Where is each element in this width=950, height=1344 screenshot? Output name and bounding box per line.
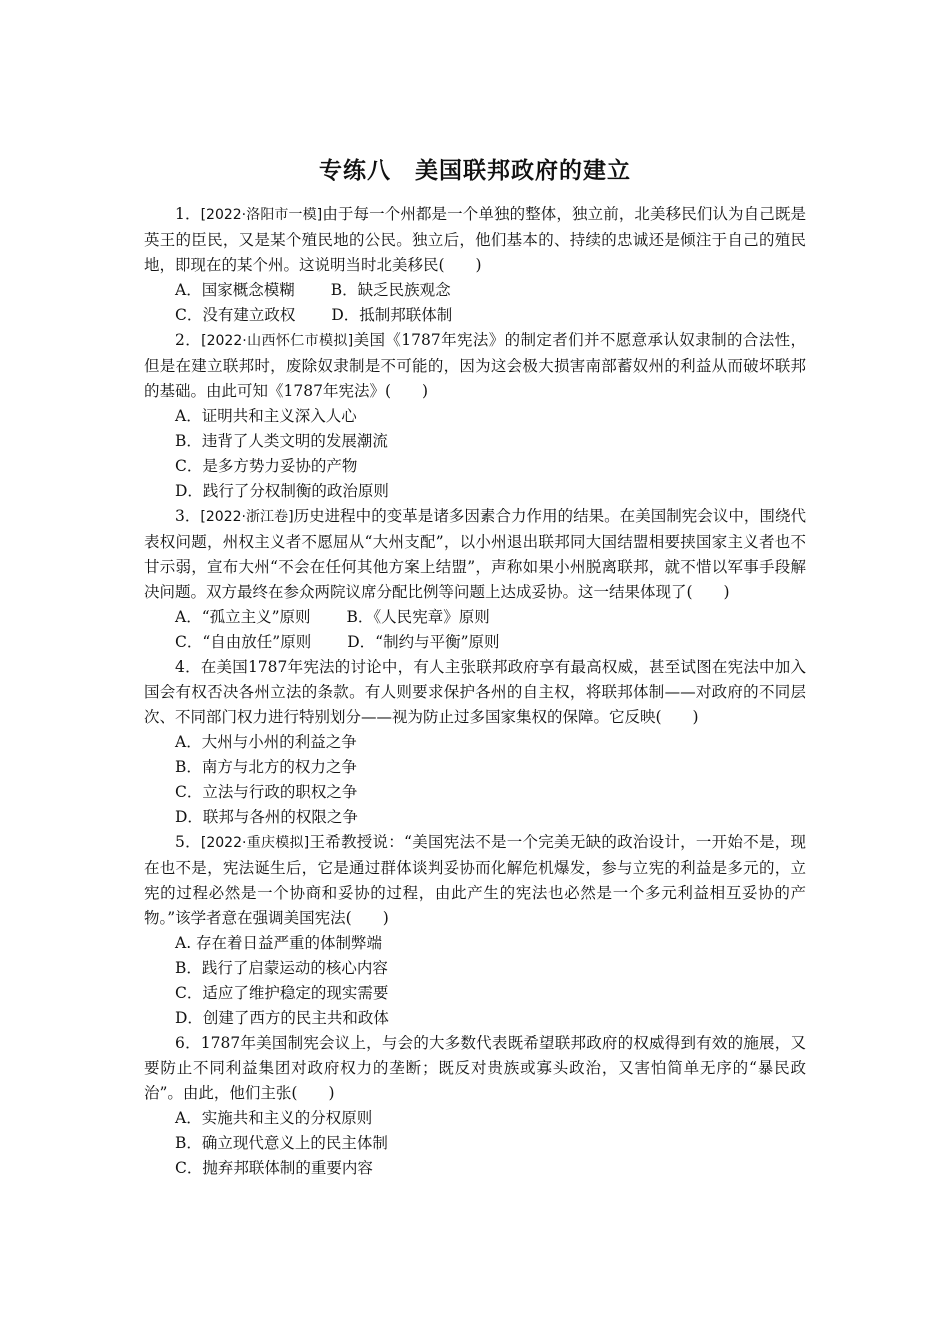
option-c[interactable]: C．抛弃邦联体制的重要内容 <box>175 1159 373 1177</box>
question-text: 在美国1787年宪法的讨论中，有人主张联邦政府享有最高权威，甚至试图在宪法中加入国会有权否决各州立法的条款。有人则要求保护各州的自主权，将联邦体制——对政府的不同层次、不同部门权力进行特别划分——视为防止过多国家集权的保障。它反映( ) <box>144 658 806 726</box>
option-d[interactable]: D．“制约与平衡”原则 <box>347 633 500 651</box>
option-b[interactable]: B．确立现代意义上的民主体制 <box>175 1134 388 1152</box>
question-number: 5． <box>175 833 201 851</box>
question-stem <box>144 830 806 931</box>
question-source: [2022·浙江卷] <box>200 509 294 525</box>
option-row <box>144 303 806 328</box>
option-row <box>144 605 806 630</box>
question-number: 2． <box>175 331 202 349</box>
option-d[interactable]: D．抵制邦联体制 <box>331 306 453 324</box>
option-b[interactable]: B．《人民宪章》原则 <box>346 608 490 626</box>
option-a[interactable]: A．实施共和主义的分权原则 <box>175 1109 373 1127</box>
question-stem <box>144 504 806 605</box>
option-b[interactable]: B．践行了启蒙运动的核心内容 <box>175 959 388 977</box>
option-d[interactable]: D．联邦与各州的权限之争 <box>175 808 358 826</box>
question-text: 1787年美国制宪会议上，与会的大多数代表既希望联邦政府的权威得到有效的施展，又要防止不同利益集团对政府权力的垄断；既反对贵族或寡头政治，又害怕简单无序的“暴民政治”。由此，他们主张( ) <box>144 1034 806 1102</box>
option-b[interactable]: B．南方与北方的权力之争 <box>175 758 357 776</box>
question-2 <box>144 328 806 504</box>
question-text: 历史进程中的变革是诸多因素合力作用的结果。在美国制宪会议中，围绕代表权问题，州权主义者不愿屈从“大州支配”，以小州退出联邦同大国结盟相要挟国家主义者也不甘示弱，宣布大州“不会在任何其他方案上结盟”，声称如果小州脱离联邦，就不惜以军事手段解决问题。双方最终在参众两院议席分配比例等问题上达成妥协。这一结果体现了( ) <box>144 507 806 601</box>
question-source: [2022·山西怀仁市模拟] <box>201 333 354 349</box>
option-a[interactable]: A．大州与小州的利益之争 <box>175 733 357 751</box>
option-c[interactable]: C．适应了维护稳定的现实需要 <box>175 984 389 1002</box>
question-text: 美国《1787年宪法》的制定者们并不愿意承认奴隶制的合法性，但是在建立联邦时，废除奴隶制是不可能的，因为这会极大损害南部蓄奴州的利益从而破坏联邦的基础。由此可知《1787年宪法》( ) <box>144 331 806 400</box>
question-number: 1． <box>175 205 201 223</box>
question-1 <box>144 202 806 328</box>
question-stem <box>144 202 806 278</box>
page-title: 专练八 美国联邦政府的建立 <box>319 158 631 184</box>
question-6 <box>144 1031 806 1181</box>
option-a[interactable]: A. 存在着日益严重的体制弊端 <box>175 934 383 952</box>
question-number: 3． <box>175 507 201 525</box>
question-number: 6． <box>175 1034 201 1052</box>
question-5 <box>144 830 806 1031</box>
option-c[interactable]: C．“自由放任”原则 <box>175 633 312 651</box>
question-stem <box>144 655 806 730</box>
question-stem <box>144 1031 806 1106</box>
question-stem <box>144 328 806 404</box>
question-3 <box>144 504 806 655</box>
option-b[interactable]: B．违背了人类文明的发展潮流 <box>175 432 388 450</box>
question-source: [2022·重庆模拟] <box>200 835 310 851</box>
option-a[interactable]: A．“孤立主义”原则 <box>175 608 311 626</box>
option-row <box>144 630 806 655</box>
question-number: 4． <box>175 658 201 676</box>
question-source: [2022·洛阳市一模] <box>200 207 323 223</box>
question-text: 王希教授说：“美国宪法不是一个完美无缺的政治设计，一开始不是，现在也不是，宪法诞生后，它是通过群体谈判妥协而化解危机爆发，参与立宪的利益是多元的，立宪的过程必然是一个协商和妥协的过程，由此产生的宪法也必然是一个多元利益相互妥协的产物。”该学者意在强调美国宪法( ) <box>144 833 806 927</box>
option-c[interactable]: C．是多方势力妥协的产物 <box>175 457 358 475</box>
option-row <box>144 278 806 303</box>
option-d[interactable]: D．创建了西方的民主共和政体 <box>175 1009 389 1027</box>
question-list <box>144 202 806 1181</box>
option-d[interactable]: D．践行了分权制衡的政治原则 <box>175 482 389 500</box>
question-text: 由于每一个州都是一个单独的整体，独立前，北美移民们认为自己既是英王的臣民，又是某个殖民地的公民。独立后，他们基本的、持续的忠诚还是倾注于自己的殖民地，即现在的某个州。这说明当时北美移民( ) <box>144 205 806 274</box>
option-c[interactable]: C．没有建立政权 <box>175 306 296 324</box>
option-b[interactable]: B．缺乏民族观念 <box>330 281 451 299</box>
option-c[interactable]: C．立法与行政的职权之争 <box>175 783 358 801</box>
question-4 <box>144 655 806 830</box>
option-a[interactable]: A．证明共和主义深入人心 <box>175 407 357 425</box>
option-a[interactable]: A．国家概念模糊 <box>175 281 295 299</box>
